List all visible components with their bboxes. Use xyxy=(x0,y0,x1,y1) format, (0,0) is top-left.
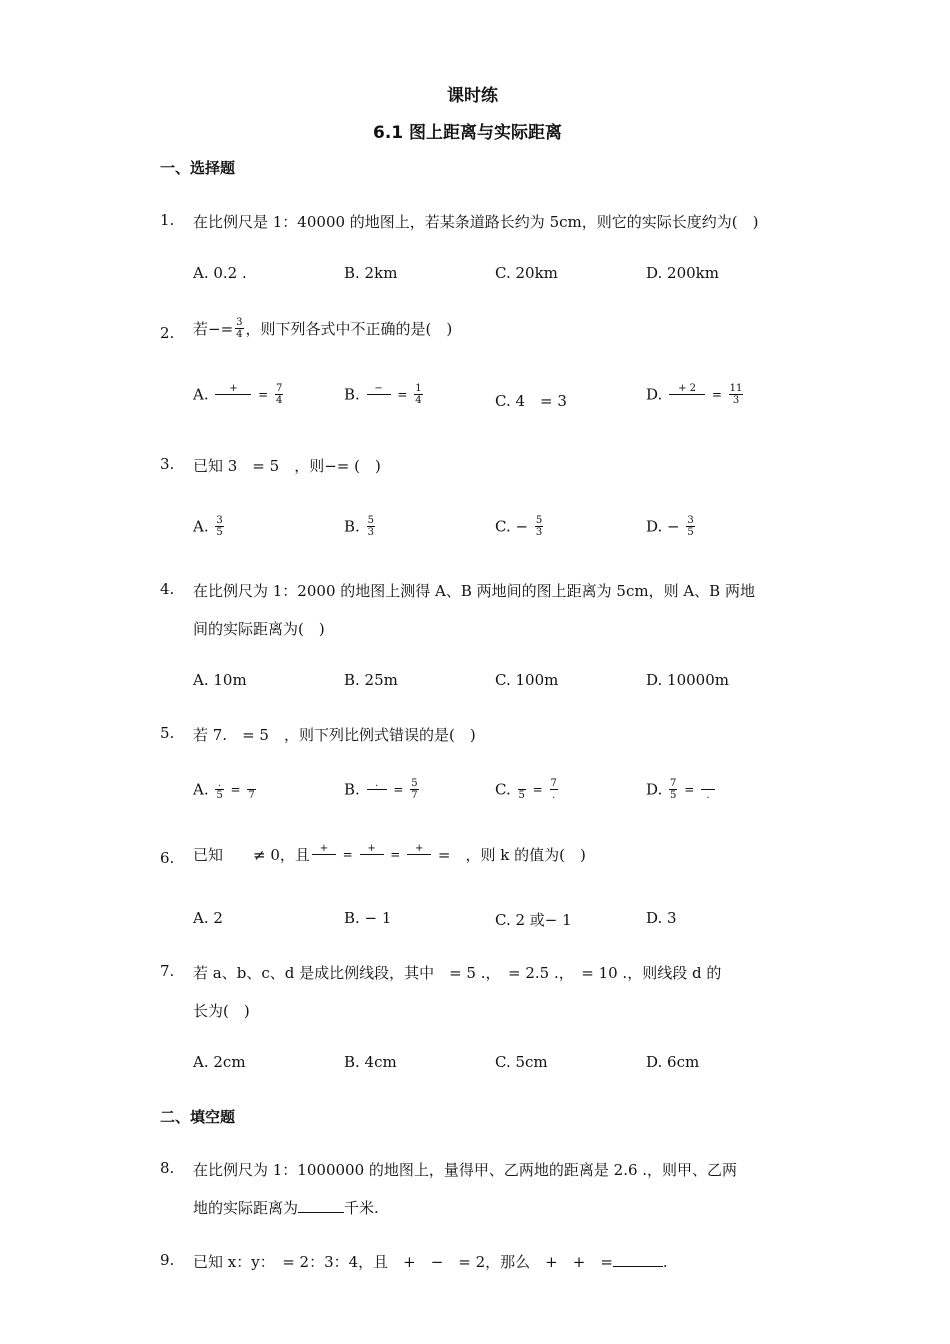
option-a: A. 2cm xyxy=(193,1053,246,1071)
question-text: 若 7. = 5 ，则下列比例式错误的是( ) xyxy=(193,726,476,744)
option-c: C. 2 或− 1 xyxy=(495,911,572,929)
option-a: A. 10m xyxy=(193,671,247,689)
fraction: $\frac{1}{4}$ xyxy=(415,383,422,406)
fraction: + xyxy=(360,843,384,866)
question-number: 9. xyxy=(160,1251,175,1269)
option-c: C. 20km xyxy=(495,264,558,282)
fraction: $\frac{3}{4}$ xyxy=(236,317,243,340)
fraction: + 2 xyxy=(669,383,705,406)
question-number: 2. xyxy=(160,324,175,342)
question-number: 1. xyxy=(160,211,175,229)
question-number: 7. xyxy=(160,962,175,980)
option-a: A. 2 xyxy=(193,909,223,927)
fraction: $\frac{3}{5}$ xyxy=(216,515,223,538)
option-d: D. 10000m xyxy=(646,671,729,689)
section-choice-heading: 一、选择题 xyxy=(160,159,236,177)
question-text xyxy=(193,317,452,340)
question-text-line2: 间的实际距离为( ) xyxy=(193,620,325,638)
question-text-pre: 若−= xyxy=(193,320,234,338)
question-number: 8. xyxy=(160,1159,175,1177)
question-text-line1: 若 a、b、c、d 是成比例线段，其中 = 5 .， = 2.5 .， = 10 .，则线段 d 的 xyxy=(193,964,722,982)
fraction: . xyxy=(367,778,387,801)
option-b: B. . = $\frac{5}{7}$ xyxy=(344,778,418,801)
option-a: A. $\frac{.}{5}$ = 7 xyxy=(193,778,255,801)
option-c: C. − $\frac{5}{3}$ xyxy=(495,515,543,538)
option-b: B. 2km xyxy=(344,264,398,282)
fraction: 7 xyxy=(248,790,255,801)
option-a: A. 0.2 . xyxy=(193,264,247,282)
option-c: C. 4 = 3 xyxy=(495,392,567,410)
question-text: 在比例尺是 1：40000 的地图上，若某条道路长约为 5cm，则它的实际长度约为( ) xyxy=(193,213,759,231)
fraction: $\frac{7}{4}$ xyxy=(276,383,283,406)
option-b: B. − = $\frac{1}{4}$ xyxy=(344,383,422,406)
option-c: C. 5 = $\frac{7}{.}$ xyxy=(495,778,557,801)
fraction: $\frac{5}{3}$ xyxy=(535,515,543,538)
fraction: − xyxy=(367,383,391,406)
question-text-line2: 地的实际距离为 千米. xyxy=(193,1199,379,1217)
option-d: D. 6cm xyxy=(646,1053,700,1071)
fraction: $\frac{7}{5}$ xyxy=(670,778,677,801)
question-text-line1: 在比例尺为 1：2000 的地图上测得 A、B 两地间的图上距离为 5cm，则 A、B 两地 xyxy=(193,582,755,600)
option-c: C. 100m xyxy=(495,671,559,689)
option-b: B. $\frac{5}{3}$ xyxy=(344,515,374,538)
question-text: 已知 x：y： = 2：3：4，且 + − = 2，那么 + + = . xyxy=(193,1253,668,1271)
option-d: D. 3 xyxy=(646,909,677,927)
section-fill-heading: 二、填空题 xyxy=(160,1108,236,1126)
question-text: 已知 3 = 5 ，则−= ( ) xyxy=(193,457,381,475)
fraction: . xyxy=(701,778,715,801)
fraction: + xyxy=(215,383,251,406)
option-d: D. + 2 = $\frac{11}{3}$ xyxy=(646,383,743,406)
fraction: $\frac{11}{3}$ xyxy=(729,383,743,406)
fraction: $\frac{5}{7}$ xyxy=(411,778,418,801)
question-number: 4. xyxy=(160,580,175,598)
page-title: 课时练 xyxy=(447,86,498,106)
fraction: + xyxy=(312,843,336,866)
option-c: C. 5cm xyxy=(495,1053,548,1071)
option-b: B. − 1 xyxy=(344,909,392,927)
question-text-line1: 在比例尺为 1：1000000 的地图上，量得甲、乙两地的距离是 2.6 .，则甲、乙两 xyxy=(193,1161,738,1179)
option-d: D. $\frac{7}{5}$ = . xyxy=(646,778,717,801)
option-a: A. + = $\frac{7}{4}$ xyxy=(193,383,283,406)
option-b: B. 25m xyxy=(344,671,398,689)
fraction: + xyxy=(407,843,431,866)
question-text-post: ，则下列各式中不正确的是( ) xyxy=(245,320,453,338)
option-d: D. − $\frac{3}{5}$ xyxy=(646,515,694,538)
fraction: $\frac{.}{5}$ xyxy=(216,778,223,801)
option-d: D. 200km xyxy=(646,264,719,282)
fraction: $\frac{7}{.}$ xyxy=(550,778,557,801)
option-b: B. 4cm xyxy=(344,1053,397,1071)
page-subtitle: 6.1 图上距离与实际距离 xyxy=(373,123,563,143)
question-number: 6. xyxy=(160,849,175,867)
answer-blank[interactable] xyxy=(298,1198,344,1213)
question-text: 已知 ≠ 0，且 + = + = + = ，则 k 的值为( ) xyxy=(193,843,586,864)
question-number: 5. xyxy=(160,724,175,742)
fraction: $\frac{3}{5}$ xyxy=(687,515,694,538)
question-text-line2: 长为( ) xyxy=(193,1002,250,1020)
question-number: 3. xyxy=(160,455,175,473)
answer-blank[interactable] xyxy=(613,1252,663,1267)
fraction: 5 xyxy=(518,790,525,801)
option-a: A. $\frac{3}{5}$ xyxy=(193,515,223,538)
fraction: $\frac{5}{3}$ xyxy=(367,515,374,538)
